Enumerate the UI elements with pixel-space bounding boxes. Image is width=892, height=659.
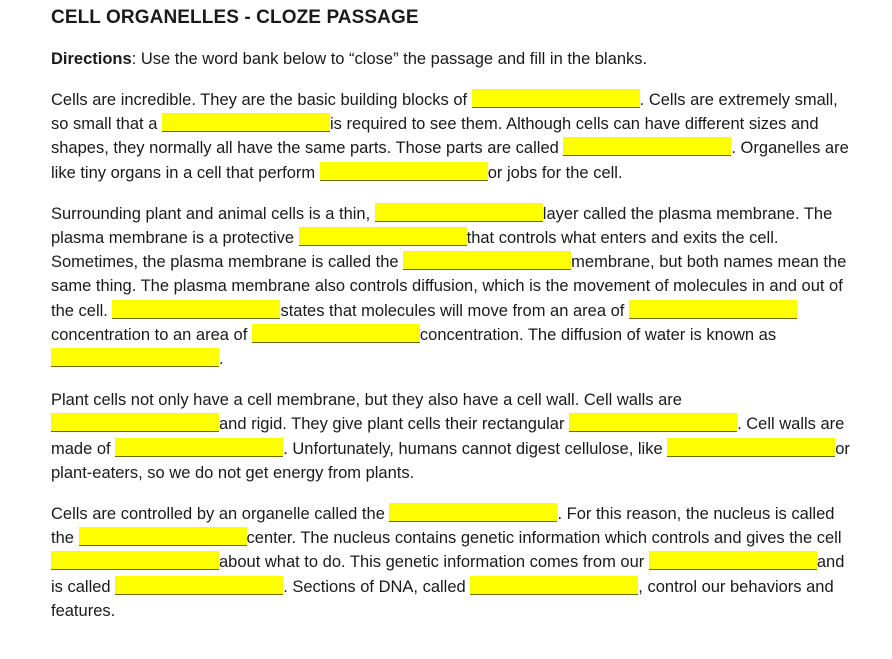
passage-text: layer called the plasma membrane. The plasma membrane is a protective: [51, 204, 833, 248]
passage-text: . For this reason, the nucleus is called the: [51, 505, 835, 548]
fill-in-blank[interactable]: [162, 113, 330, 132]
passage-text: or jobs for the cell.: [487, 163, 623, 182]
passage-text: Cells are controlled by an organelle called the: [51, 505, 390, 524]
directions-label: Directions: [51, 50, 132, 68]
fill-in-blank[interactable]: [667, 438, 835, 457]
passage-text: states that molecules will move from an area of: [280, 301, 629, 320]
fill-in-blank[interactable]: [115, 576, 283, 595]
passage-text: Cells are incredible. They are the basic building blocks of: [51, 91, 472, 109]
fill-in-blank[interactable]: [389, 503, 557, 522]
fill-in-blank[interactable]: [470, 576, 638, 595]
passage-text: .: [219, 350, 224, 369]
fill-in-blank[interactable]: [51, 348, 219, 367]
fill-in-blank[interactable]: [472, 89, 640, 108]
passage-text: , control our behaviors and features.: [51, 577, 834, 620]
passage: [51, 88, 851, 623]
fill-in-blank[interactable]: [115, 438, 283, 457]
fill-in-blank[interactable]: [563, 137, 731, 156]
fill-in-blank[interactable]: [51, 413, 219, 432]
page-title: CELL ORGANELLES - CLOZE PASSAGE: [51, 7, 419, 28]
passage-paragraph: [51, 202, 851, 371]
passage-text: is required to see them. Although cells can have different sizes and shapes, they normally all have the same parts. Those parts are called: [51, 115, 819, 158]
fill-in-blank[interactable]: [320, 162, 488, 181]
fill-in-blank[interactable]: [51, 551, 219, 570]
passage-text: about what to do. This genetic information comes from our: [219, 553, 649, 572]
passage-text: membrane, but both names mean the same thing. The plasma membrane also controls diffusion, which is the movement of molecules in and out of the cell.: [51, 253, 847, 320]
fill-in-blank[interactable]: [299, 227, 467, 246]
passage-paragraph: [51, 502, 851, 623]
fill-in-blank[interactable]: [79, 527, 247, 546]
passage-paragraph: [51, 388, 851, 485]
passage-text: that controls what enters and exits the cell. Sometimes, the plasma membrane is called the: [51, 229, 779, 272]
passage-text: . Sections of DNA, called: [283, 577, 471, 596]
fill-in-blank[interactable]: [252, 324, 420, 343]
passage-text: or plant-eaters, so we do not get energy from plants.: [51, 439, 850, 482]
fill-in-blank[interactable]: [629, 300, 797, 319]
passage-text: . Organelles are like tiny organs in a cell that perform: [51, 139, 849, 182]
directions-text: : Use the word bank below to “close” the passage and fill in the blanks.: [131, 50, 648, 68]
fill-in-blank[interactable]: [112, 300, 280, 319]
passage-paragraph: [51, 88, 851, 185]
passage-text: . Cell walls are made of: [51, 415, 845, 458]
passage-text: concentration to an area of: [51, 325, 252, 344]
passage-text: and rigid. They give plant cells their rectangular: [219, 415, 570, 434]
passage-text: and is called: [51, 553, 845, 596]
directions: [51, 47, 851, 71]
fill-in-blank[interactable]: [569, 413, 737, 432]
passage-text: center. The nucleus contains genetic information which controls and gives the cell: [246, 529, 842, 548]
fill-in-blank[interactable]: [375, 203, 543, 222]
fill-in-blank[interactable]: [649, 551, 817, 570]
fill-in-blank[interactable]: [403, 251, 571, 270]
passage-text: . Unfortunately, humans cannot digest cellulose, like: [283, 439, 668, 458]
passage-text: . Cells are extremely small, so small that a: [51, 91, 838, 134]
passage-text: Plant cells not only have a cell membrane, but they also have a cell wall. Cell walls are: [51, 391, 682, 410]
passage-text: concentration. The diffusion of water is known as: [419, 325, 777, 344]
passage-text: Surrounding plant and animal cells is a thin,: [51, 204, 375, 223]
